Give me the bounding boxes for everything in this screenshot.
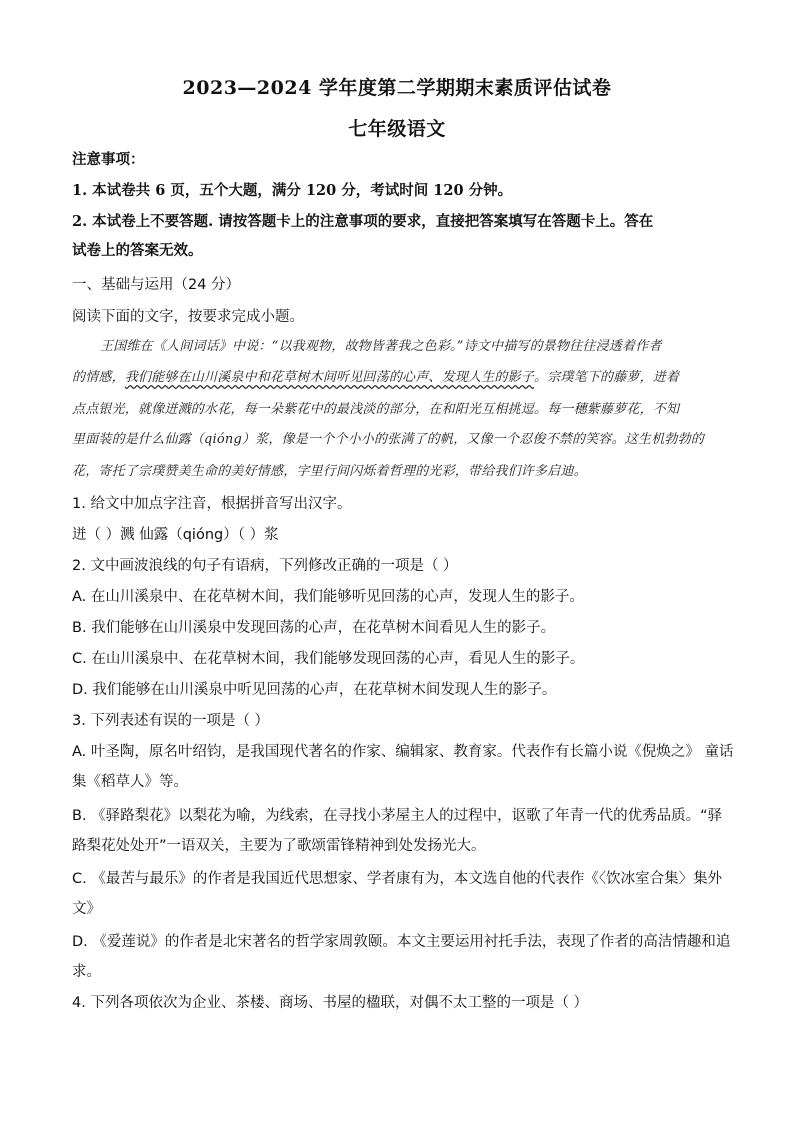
- question-2-option-a: A. 在山川溪泉中、在花草树木间，我们能够听见回荡的心声，发现人生的影子。: [72, 589, 584, 605]
- exam-title: 2023—2024 学年度第二学期期末素质评估试卷: [182, 77, 612, 99]
- question-1-answer-blanks: 迸（ ）溅 仙露（qióng）（ ）浆: [72, 527, 279, 543]
- wavy-underlined-sentence: 我们能够在山川溪泉中和花草树木间听见回荡的心声、发现人生的影子: [124, 370, 535, 385]
- question-3-option-a-line-2: 集《稻草人》等。: [72, 774, 188, 790]
- passage-line-1: 王国维在《人间词话》中说：“以我观物，故物皆著我之色彩。”诗文中描写的景物往往浸透着作者: [100, 339, 662, 354]
- notice-item-2-line-1: 2. 本试卷上不要答题. 请按答题卡上的注意事项的要求，直接把答案填写在答题卡上。答在: [72, 213, 654, 230]
- question-3-option-d-line-2: 求。: [72, 964, 101, 980]
- notice-item-2-line-2: 试卷上的答案无效。: [72, 242, 203, 259]
- passage-line-2: [72, 368, 724, 388]
- section-1-instruction: 阅读下面的文字，按要求完成小题。: [72, 309, 304, 325]
- question-2: 2. 文中画波浪线的句子有语病，下列修改正确的一项是（ ）: [72, 558, 458, 574]
- passage-line-3: 点点银光，就像迸溅的水花，每一朵紫花中的最浅淡的部分，在和阳光互相挑逗。每一穗紫藤萝花，不知: [72, 402, 680, 417]
- passage-line-2-end: 。宗璞笔下的藤萝，迸着: [534, 370, 680, 385]
- exam-subject: 七年级语文: [348, 118, 446, 140]
- question-1: 1. 给文中加点字注音，根据拼音写出汉字。: [72, 496, 352, 512]
- notice-heading: 注意事项：: [72, 151, 145, 168]
- question-3-option-c-line-1: C. 《最苦与最乐》的作者是我国近代思想家、学者康有为，本文选自他的代表作《〈饮冰室合集〉集外: [72, 871, 723, 887]
- section-1-heading: 一、基础与运用（24 分）: [72, 277, 241, 293]
- question-3-option-b-line-2: 路梨花处处开”一语双关，主要为了歌颂雷锋精神到处发扬光大。: [72, 838, 486, 854]
- question-2-option-c: C. 在山川溪泉中、在花草树木间，我们能够发现回荡的心声，看见人生的影子。: [72, 651, 585, 667]
- question-3: 3. 下列表述有误的一项是（ ）: [72, 713, 270, 729]
- question-2-option-b: B. 我们能够在山川溪泉中发现回荡的心声，在花草树木间看见人生的影子。: [72, 620, 556, 636]
- question-3-option-b-line-1: B. 《驿路梨花》以梨花为喻，为线索，在寻找小茅屋主人的过程中，讴歌了年青一代的优秀品质。“驿: [72, 808, 723, 824]
- passage-line-5: 花，寄托了宗璞赞美生命的美好情感，字里行间闪烁着哲理的光彩，带给我们许多启迪。: [72, 464, 587, 479]
- question-3-option-c-line-2: 文》: [72, 901, 101, 917]
- question-3-option-d-line-1: D. 《爱莲说》的作者是北宋著名的哲学家周敦颐。本文主要运用衬托手法，表现了作者的高洁情趣和追: [72, 934, 731, 950]
- passage-line-2-start: 的情感，: [72, 370, 125, 385]
- question-4: 4. 下列各项依次为企业、茶楼、商场、书屋的楹联，对偶不太工整的一项是（ ）: [72, 995, 589, 1011]
- question-3-option-a-line-1: A. 叶圣陶，原名叶绍钧，是我国现代著名的作家、编辑家、教育家。代表作有长篇小说《倪焕之》 童话: [72, 744, 734, 760]
- passage-line-4: 里面装的是什么仙露（qióng）浆，像是一个个小小的张满了的帆，又像一个忍俊不禁的笑容。这生机勃勃的: [72, 432, 705, 447]
- notice-item-1: 1. 本试卷共 6 页，五个大题，满分 120 分，考试时间 120 分钟。: [72, 182, 513, 199]
- question-2-option-d: D. 我们能够在山川溪泉中听见回荡的心声，在花草树木间发现人生的影子。: [72, 682, 557, 698]
